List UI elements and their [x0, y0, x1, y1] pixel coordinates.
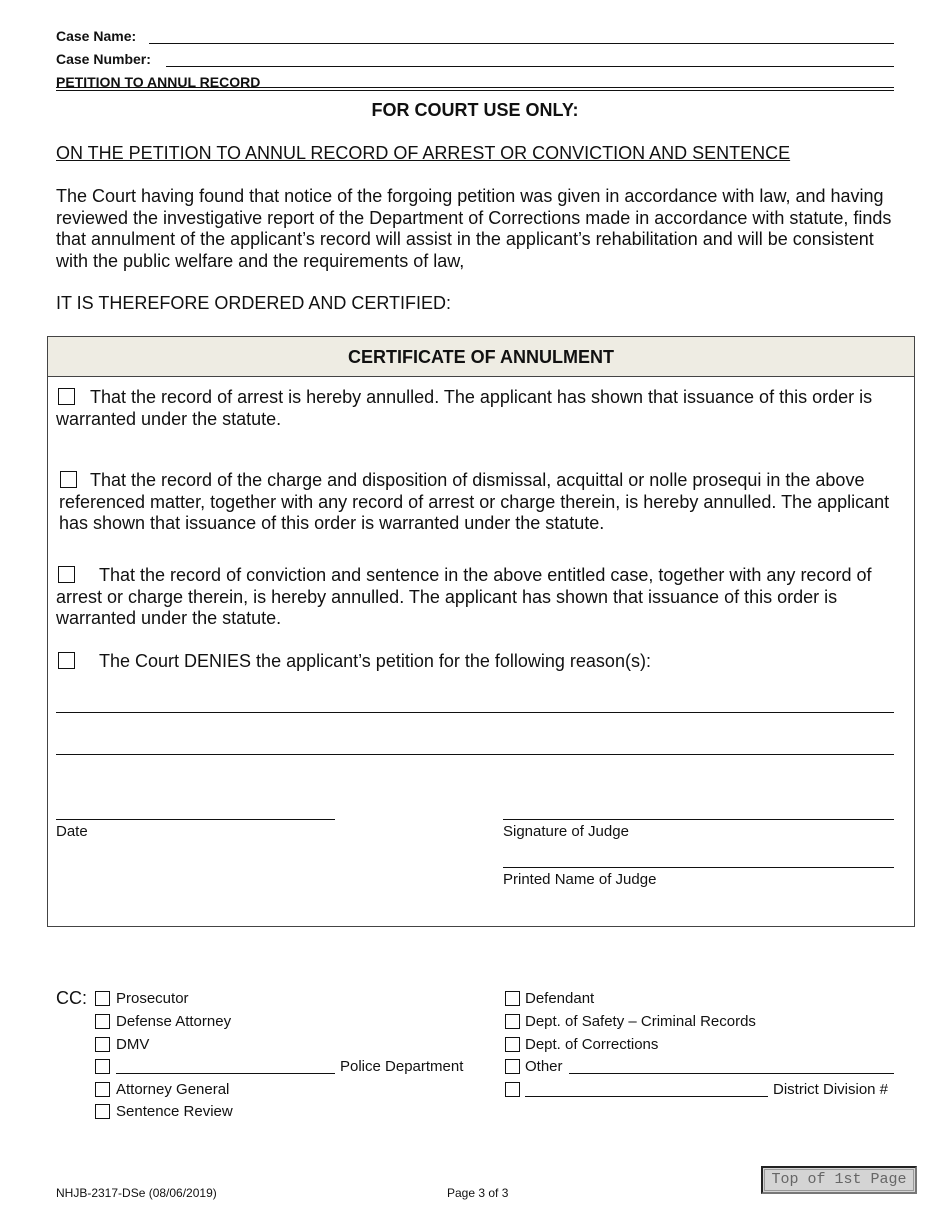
cc-police-label: Police Department: [340, 1058, 464, 1075]
page-number: Page 3 of 3: [447, 1186, 509, 1200]
cc-dept-safety-label: Dept. of Safety – Criminal Records: [525, 1013, 756, 1030]
cc-prosecutor-label: Prosecutor: [116, 990, 189, 1007]
option-conviction-annulled: That the record of conviction and sentence in the above entitled case, together with any record of arrest or charge therein, is hereby annulled. The applicant has shown that issuance of this order is warranted under the statute.: [56, 565, 872, 628]
court-use-heading: FOR COURT USE ONLY:: [371, 100, 579, 120]
cc-police-name-field[interactable]: [116, 1073, 335, 1074]
form-title-rule: [56, 87, 894, 88]
cc-defense-attorney-checkbox[interactable]: [95, 1014, 110, 1029]
cc-prosecutor-checkbox[interactable]: [95, 991, 110, 1006]
cc-defendant-label: Defendant: [525, 990, 595, 1007]
judge-signature-field[interactable]: [503, 819, 894, 820]
cc-defense-attorney-label: Defense Attorney: [116, 1013, 232, 1030]
form-title: PETITION TO ANNUL RECORD: [56, 74, 261, 90]
cc-police-checkbox[interactable]: [95, 1059, 110, 1074]
cc-district-checkbox[interactable]: [505, 1082, 520, 1097]
cc-sentence-review-checkbox[interactable]: [95, 1104, 110, 1119]
case-number-label: Case Number:: [56, 51, 151, 67]
judge-printed-name-label: Printed Name of Judge: [503, 871, 657, 888]
court-use-subheading: ON THE PETITION TO ANNUL RECORD OF ARREST OR CONVICTION AND SENTENCE: [56, 143, 791, 163]
cc-other-label: Other: [525, 1058, 563, 1075]
denial-reason-line-2[interactable]: [56, 754, 894, 755]
certificate-title: CERTIFICATE OF ANNULMENT: [48, 337, 914, 377]
top-of-first-page-button[interactable]: Top of 1st Page: [761, 1166, 917, 1194]
cc-dept-corrections-checkbox[interactable]: [505, 1037, 520, 1052]
cc-attorney-general-label: Attorney General: [116, 1081, 230, 1098]
cc-other-field[interactable]: [569, 1073, 894, 1074]
ordered-statement: IT IS THEREFORE ORDERED AND CERTIFIED:: [56, 293, 452, 313]
cc-other-checkbox[interactable]: [505, 1059, 520, 1074]
date-label: Date: [56, 823, 88, 840]
judge-printed-name-field[interactable]: [503, 867, 894, 868]
cc-attorney-general-checkbox[interactable]: [95, 1082, 110, 1097]
cc-dept-safety-checkbox[interactable]: [505, 1014, 520, 1029]
case-name-field[interactable]: [149, 43, 894, 44]
judge-signature-label: Signature of Judge: [503, 823, 629, 840]
cc-dmv-checkbox[interactable]: [95, 1037, 110, 1052]
cc-dmv-label: DMV: [116, 1036, 150, 1053]
form-title-rule-double: [56, 90, 894, 91]
cc-district-name-field[interactable]: [525, 1096, 768, 1097]
cc-sentence-review-label: Sentence Review: [116, 1103, 233, 1120]
denial-reason-line-1[interactable]: [56, 712, 894, 713]
form-id: NHJB-2317-DSe (08/06/2019): [56, 1186, 217, 1200]
cc-label: CC:: [56, 988, 87, 1008]
option-arrest-annulled: That the record of arrest is hereby annulled. The applicant has shown that issuance of this order is warranted under the statute.: [56, 387, 873, 429]
court-finding-paragraph: The Court having found that notice of the forgoing petition was given in accordance with law, and having reviewed the investigative report of the Department of Corrections made in accordance with statute, finds that annulment of the applicant’s record will assist in the applicant’s rehabilitation and will be consistent with the public welfare and the requirements of law,: [56, 186, 892, 271]
cc-dept-corrections-label: Dept. of Corrections: [525, 1036, 659, 1053]
cc-defendant-checkbox[interactable]: [505, 991, 520, 1006]
option-petition-denied: The Court DENIES the applicant’s petition for the following reason(s):: [99, 651, 651, 671]
cc-district-label: District Division #: [773, 1081, 889, 1098]
petition-denied-checkbox[interactable]: [58, 652, 75, 669]
date-field[interactable]: [56, 819, 335, 820]
case-number-field[interactable]: [166, 66, 894, 67]
option-charge-annulled: That the record of the charge and disposition of dismissal, acquittal or nolle prosequi in the above referenced matter, together with any record of arrest or charge therein, is hereby annulled. The applicant has shown that issuance of this order is warranted under the statute.: [59, 470, 890, 533]
case-name-label: Case Name:: [56, 28, 137, 44]
